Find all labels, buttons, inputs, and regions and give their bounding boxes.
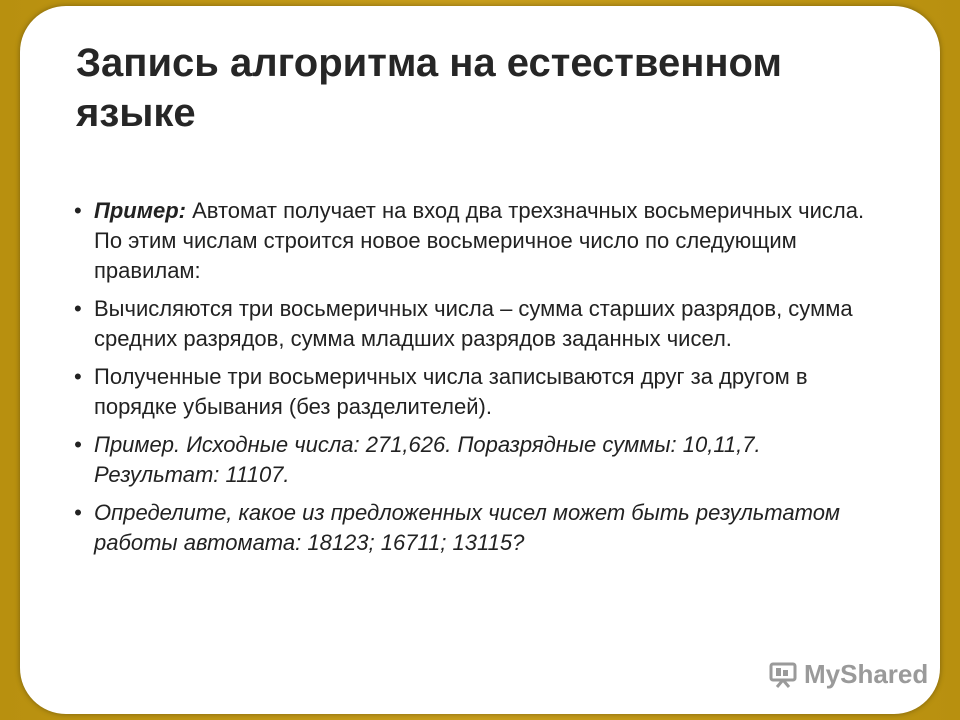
bullet-text: Вычисляются три восьмеричных числа – сумма старших разрядов, сумма средних разрядов, сумма младших разрядов заданных чисел. bbox=[94, 296, 853, 351]
bullet-label: Пример: bbox=[94, 198, 186, 223]
bullet-item-4 bbox=[74, 430, 874, 490]
myshared-watermark bbox=[768, 656, 928, 692]
bullet-item-5 bbox=[74, 498, 874, 558]
bullet-text: Полученные три восьмеричных числа записываются друг за другом в порядке убывания (без разделителей). bbox=[94, 364, 808, 419]
bullet-list bbox=[74, 196, 874, 566]
bullet-item-3 bbox=[74, 362, 874, 422]
bullet-item-1 bbox=[74, 196, 874, 286]
presentation-board-icon bbox=[768, 659, 798, 689]
bullet-text: Пример. Исходные числа: 271,626. Поразрядные суммы: 10,11,7. Результат: 11107. bbox=[94, 432, 761, 487]
watermark-text: MyShared bbox=[804, 658, 929, 689]
bullet-item-2 bbox=[74, 294, 874, 354]
bullet-text: Автомат получает на вход два трехзначных восьмеричных числа. По этим числам строится новое восьмеричное число по следующим правилам: bbox=[94, 198, 865, 283]
slide-title: Запись алгоритма на естественном языке bbox=[76, 41, 783, 135]
bullet-text: Определите, какое из предложенных чисел может быть результатом работы автомата: 18123; 16711; 13115? bbox=[94, 500, 841, 555]
